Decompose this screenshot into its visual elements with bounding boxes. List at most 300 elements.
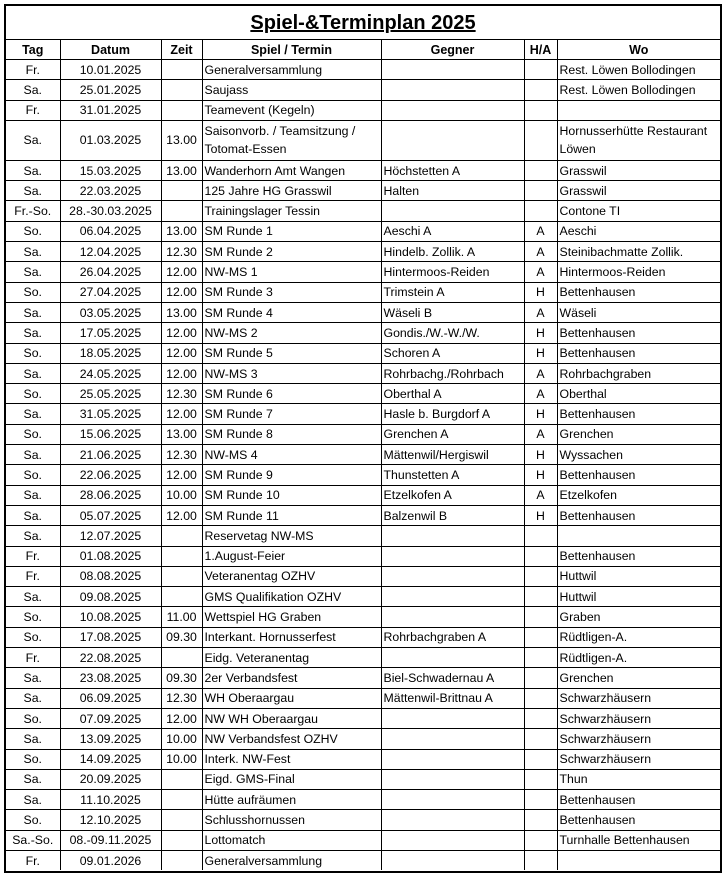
cell-wo: Oberthal — [557, 384, 720, 404]
cell-ha — [524, 648, 557, 668]
cell-gegner: Grenchen A — [381, 424, 524, 444]
cell-wo: Rüdtligen-A. — [557, 648, 720, 668]
cell-zeit: 12.30 — [161, 445, 202, 465]
column-header-ha: H/A — [524, 40, 557, 60]
cell-spiel: SM Runde 4 — [202, 302, 381, 322]
cell-datum: 24.05.2025 — [60, 363, 161, 383]
cell-datum: 28.-30.03.2025 — [60, 201, 161, 221]
cell-zeit: 13.00 — [161, 302, 202, 322]
table-row — [6, 607, 720, 627]
cell-wo: Rest. Löwen Bollodingen — [557, 60, 720, 80]
cell-ha — [524, 830, 557, 850]
cell-tag: Sa. — [6, 587, 60, 607]
cell-tag: Sa. — [6, 302, 60, 322]
cell-ha — [524, 120, 557, 160]
cell-zeit: 10.00 — [161, 749, 202, 769]
cell-ha — [524, 60, 557, 80]
cell-ha: H — [524, 404, 557, 424]
cell-gegner — [381, 60, 524, 80]
cell-gegner: Etzelkofen A — [381, 485, 524, 505]
cell-zeit — [161, 201, 202, 221]
cell-wo: Hintermoos-Reiden — [557, 262, 720, 282]
cell-ha — [524, 526, 557, 546]
cell-gegner: Rohrbachg./Rohrbach — [381, 363, 524, 383]
cell-datum: 11.10.2025 — [60, 790, 161, 810]
cell-datum: 13.09.2025 — [60, 729, 161, 749]
cell-gegner — [381, 790, 524, 810]
cell-gegner — [381, 850, 524, 870]
cell-zeit: 13.00 — [161, 120, 202, 160]
cell-zeit — [161, 181, 202, 201]
table-row — [6, 120, 720, 160]
cell-ha: A — [524, 384, 557, 404]
cell-gegner: Hintermoos-Reiden — [381, 262, 524, 282]
cell-wo: Schwarzhäusern — [557, 729, 720, 749]
table-row — [6, 587, 720, 607]
cell-zeit: 12.00 — [161, 343, 202, 363]
cell-ha — [524, 80, 557, 100]
table-row — [6, 181, 720, 201]
cell-wo — [557, 526, 720, 546]
cell-datum: 01.08.2025 — [60, 546, 161, 566]
cell-wo: Contone TI — [557, 201, 720, 221]
cell-spiel: Interkant. Hornusserfest — [202, 627, 381, 647]
cell-tag: So. — [6, 627, 60, 647]
cell-zeit — [161, 769, 202, 789]
cell-tag: So. — [6, 607, 60, 627]
cell-zeit — [161, 810, 202, 830]
cell-spiel: NW-MS 3 — [202, 363, 381, 383]
cell-tag: Fr.-So. — [6, 201, 60, 221]
cell-gegner: Aeschi A — [381, 221, 524, 241]
cell-ha: A — [524, 363, 557, 383]
cell-spiel: Reservetag NW-MS — [202, 526, 381, 546]
cell-tag: Sa. — [6, 242, 60, 262]
cell-spiel: SM Runde 11 — [202, 505, 381, 525]
cell-wo: Bettenhausen — [557, 810, 720, 830]
cell-datum: 07.09.2025 — [60, 708, 161, 728]
table-row — [6, 526, 720, 546]
cell-gegner — [381, 729, 524, 749]
schedule-sheet — [4, 4, 722, 873]
cell-datum: 05.07.2025 — [60, 505, 161, 525]
cell-wo: Etzelkofen — [557, 485, 720, 505]
cell-zeit: 10.00 — [161, 485, 202, 505]
table-row — [6, 80, 720, 100]
cell-datum: 10.01.2025 — [60, 60, 161, 80]
cell-spiel: NW-MS 2 — [202, 323, 381, 343]
table-row — [6, 60, 720, 80]
cell-datum: 21.06.2025 — [60, 445, 161, 465]
cell-wo: Bettenhausen — [557, 546, 720, 566]
cell-gegner: Mättenwil-Brittnau A — [381, 688, 524, 708]
cell-zeit: 09.30 — [161, 668, 202, 688]
cell-gegner — [381, 546, 524, 566]
cell-spiel: Generalversammlung — [202, 850, 381, 870]
cell-tag: Sa. — [6, 505, 60, 525]
cell-wo: Bettenhausen — [557, 282, 720, 302]
cell-gegner — [381, 526, 524, 546]
cell-zeit — [161, 566, 202, 586]
cell-datum: 31.01.2025 — [60, 100, 161, 120]
cell-datum: 28.06.2025 — [60, 485, 161, 505]
cell-tag: So. — [6, 708, 60, 728]
cell-tag: Fr. — [6, 100, 60, 120]
cell-gegner — [381, 201, 524, 221]
cell-wo: Grasswil — [557, 160, 720, 180]
table-row — [6, 221, 720, 241]
cell-ha: A — [524, 242, 557, 262]
table-row — [6, 323, 720, 343]
cell-wo — [557, 100, 720, 120]
table-row — [6, 445, 720, 465]
cell-tag: Sa. — [6, 790, 60, 810]
column-header-gegner: Gegner — [381, 40, 524, 60]
cell-ha — [524, 627, 557, 647]
cell-gegner: Halten — [381, 181, 524, 201]
cell-tag: Sa.-So. — [6, 830, 60, 850]
cell-tag: Sa. — [6, 526, 60, 546]
cell-zeit: 12.00 — [161, 282, 202, 302]
cell-gegner: Höchstetten A — [381, 160, 524, 180]
cell-ha: H — [524, 343, 557, 363]
cell-ha — [524, 790, 557, 810]
cell-spiel: SM Runde 9 — [202, 465, 381, 485]
cell-ha: H — [524, 282, 557, 302]
cell-datum: 25.05.2025 — [60, 384, 161, 404]
column-header-wo: Wo — [557, 40, 720, 60]
cell-wo: Wyssachen — [557, 445, 720, 465]
table-row — [6, 384, 720, 404]
cell-datum: 08.-09.11.2025 — [60, 830, 161, 850]
schedule-table — [6, 40, 720, 870]
table-row — [6, 729, 720, 749]
cell-wo: Grenchen — [557, 424, 720, 444]
cell-ha — [524, 688, 557, 708]
cell-spiel: NW Verbandsfest OZHV — [202, 729, 381, 749]
table-row — [6, 830, 720, 850]
cell-datum: 01.03.2025 — [60, 120, 161, 160]
table-row — [6, 769, 720, 789]
cell-zeit: 13.00 — [161, 221, 202, 241]
cell-spiel: Hütte aufräumen — [202, 790, 381, 810]
cell-datum: 06.09.2025 — [60, 688, 161, 708]
cell-spiel: Schlusshornussen — [202, 810, 381, 830]
cell-ha — [524, 749, 557, 769]
cell-zeit: 10.00 — [161, 729, 202, 749]
cell-tag: Fr. — [6, 850, 60, 870]
cell-tag: So. — [6, 282, 60, 302]
cell-wo: Huttwil — [557, 587, 720, 607]
cell-datum: 09.08.2025 — [60, 587, 161, 607]
cell-tag: Fr. — [6, 566, 60, 586]
cell-gegner: Gondis./W.-W./W. — [381, 323, 524, 343]
cell-gegner — [381, 810, 524, 830]
cell-zeit: 13.00 — [161, 160, 202, 180]
cell-gegner — [381, 120, 524, 160]
cell-datum: 22.06.2025 — [60, 465, 161, 485]
cell-wo: Rüdtligen-A. — [557, 627, 720, 647]
cell-zeit — [161, 80, 202, 100]
cell-gegner: Rohrbachgraben A — [381, 627, 524, 647]
cell-datum: 25.01.2025 — [60, 80, 161, 100]
column-header-spiel: Spiel / Termin — [202, 40, 381, 60]
cell-datum: 10.08.2025 — [60, 607, 161, 627]
cell-spiel: SM Runde 3 — [202, 282, 381, 302]
cell-wo: Bettenhausen — [557, 790, 720, 810]
cell-zeit: 12.00 — [161, 323, 202, 343]
page-title: Spiel-&Terminplan 2025 — [6, 6, 720, 40]
cell-datum: 12.04.2025 — [60, 242, 161, 262]
cell-datum: 08.08.2025 — [60, 566, 161, 586]
table-row — [6, 302, 720, 322]
cell-spiel: SM Runde 10 — [202, 485, 381, 505]
cell-datum: 09.01.2026 — [60, 850, 161, 870]
cell-gegner: Hindelb. Zollik. A — [381, 242, 524, 262]
cell-datum: 22.08.2025 — [60, 648, 161, 668]
cell-gegner — [381, 607, 524, 627]
table-row — [6, 343, 720, 363]
cell-ha: A — [524, 485, 557, 505]
table-row — [6, 485, 720, 505]
table-row — [6, 708, 720, 728]
cell-spiel: WH Oberaargau — [202, 688, 381, 708]
cell-datum: 31.05.2025 — [60, 404, 161, 424]
cell-zeit — [161, 648, 202, 668]
cell-ha — [524, 769, 557, 789]
cell-zeit: 12.00 — [161, 708, 202, 728]
cell-zeit: 11.00 — [161, 607, 202, 627]
cell-datum: 23.08.2025 — [60, 668, 161, 688]
cell-wo: Schwarzhäusern — [557, 708, 720, 728]
cell-zeit: 12.30 — [161, 242, 202, 262]
table-row — [6, 648, 720, 668]
table-row — [6, 749, 720, 769]
cell-zeit: 12.30 — [161, 688, 202, 708]
cell-ha: H — [524, 323, 557, 343]
cell-tag: Sa. — [6, 445, 60, 465]
cell-datum: 18.05.2025 — [60, 343, 161, 363]
cell-tag: Sa. — [6, 668, 60, 688]
cell-tag: Sa. — [6, 80, 60, 100]
cell-tag: Sa. — [6, 160, 60, 180]
cell-spiel: SM Runde 7 — [202, 404, 381, 424]
cell-wo: Aeschi — [557, 221, 720, 241]
cell-gegner — [381, 566, 524, 586]
cell-ha — [524, 850, 557, 870]
cell-spiel: Saujass — [202, 80, 381, 100]
cell-gegner: Schoren A — [381, 343, 524, 363]
cell-spiel: SM Runde 2 — [202, 242, 381, 262]
cell-zeit: 12.00 — [161, 262, 202, 282]
cell-zeit — [161, 60, 202, 80]
cell-tag: Sa. — [6, 363, 60, 383]
cell-tag: So. — [6, 424, 60, 444]
cell-tag: Sa. — [6, 181, 60, 201]
cell-spiel: Eigd. GMS-Final — [202, 769, 381, 789]
cell-ha — [524, 708, 557, 728]
cell-wo: Schwarzhäusern — [557, 749, 720, 769]
table-row — [6, 810, 720, 830]
cell-ha — [524, 810, 557, 830]
table-row — [6, 465, 720, 485]
cell-wo: Bettenhausen — [557, 323, 720, 343]
cell-gegner: Trimstein A — [381, 282, 524, 302]
cell-spiel: 2er Verbandsfest — [202, 668, 381, 688]
table-row — [6, 546, 720, 566]
cell-gegner — [381, 80, 524, 100]
cell-spiel: GMS Qualifikation OZHV — [202, 587, 381, 607]
cell-wo: Bettenhausen — [557, 465, 720, 485]
cell-spiel: Eidg. Veteranentag — [202, 648, 381, 668]
cell-zeit: 12.30 — [161, 384, 202, 404]
cell-gegner: Biel-Schwadernau A — [381, 668, 524, 688]
cell-wo: Thun — [557, 769, 720, 789]
cell-ha: A — [524, 221, 557, 241]
cell-gegner — [381, 648, 524, 668]
cell-gegner: Mättenwil/Hergiswil — [381, 445, 524, 465]
cell-tag: Sa. — [6, 485, 60, 505]
cell-wo — [557, 850, 720, 870]
cell-gegner — [381, 100, 524, 120]
cell-tag: So. — [6, 343, 60, 363]
cell-wo: Grenchen — [557, 668, 720, 688]
cell-tag: Sa. — [6, 323, 60, 343]
table-row — [6, 363, 720, 383]
cell-wo: Huttwil — [557, 566, 720, 586]
cell-datum: 17.05.2025 — [60, 323, 161, 343]
cell-zeit — [161, 850, 202, 870]
cell-spiel: Teamevent (Kegeln) — [202, 100, 381, 120]
cell-spiel: 1.August-Feier — [202, 546, 381, 566]
cell-tag: Sa. — [6, 262, 60, 282]
cell-zeit — [161, 790, 202, 810]
cell-zeit — [161, 546, 202, 566]
table-row — [6, 790, 720, 810]
cell-datum: 12.10.2025 — [60, 810, 161, 830]
cell-zeit: 09.30 — [161, 627, 202, 647]
cell-zeit — [161, 830, 202, 850]
cell-spiel: Wettspiel HG Graben — [202, 607, 381, 627]
cell-zeit: 12.00 — [161, 505, 202, 525]
table-row — [6, 100, 720, 120]
table-row — [6, 850, 720, 870]
cell-datum: 12.07.2025 — [60, 526, 161, 546]
cell-ha — [524, 668, 557, 688]
column-header-datum: Datum — [60, 40, 161, 60]
cell-tag: Sa. — [6, 120, 60, 160]
cell-wo: Graben — [557, 607, 720, 627]
cell-ha — [524, 100, 557, 120]
cell-ha — [524, 587, 557, 607]
cell-gegner: Balzenwil B — [381, 505, 524, 525]
cell-wo: Steinibachmatte Zollik. — [557, 242, 720, 262]
cell-tag: Sa. — [6, 688, 60, 708]
cell-ha — [524, 160, 557, 180]
cell-tag: So. — [6, 221, 60, 241]
cell-gegner: Oberthal A — [381, 384, 524, 404]
cell-gegner: Hasle b. Burgdorf A — [381, 404, 524, 424]
cell-gegner — [381, 769, 524, 789]
cell-gegner: Wäseli B — [381, 302, 524, 322]
cell-spiel: Interk. NW-Fest — [202, 749, 381, 769]
cell-datum: 26.04.2025 — [60, 262, 161, 282]
cell-spiel: Wanderhorn Amt Wangen — [202, 160, 381, 180]
cell-wo: Wäseli — [557, 302, 720, 322]
cell-wo: Rohrbachgraben — [557, 363, 720, 383]
cell-zeit — [161, 526, 202, 546]
cell-wo: Hornusserhütte Restaurant Löwen — [557, 120, 720, 160]
cell-spiel: SM Runde 8 — [202, 424, 381, 444]
cell-tag: Fr. — [6, 60, 60, 80]
cell-ha — [524, 729, 557, 749]
cell-tag: So. — [6, 465, 60, 485]
cell-ha: A — [524, 424, 557, 444]
table-row — [6, 505, 720, 525]
cell-datum: 20.09.2025 — [60, 769, 161, 789]
cell-tag: So. — [6, 384, 60, 404]
table-row — [6, 282, 720, 302]
cell-wo: Grasswil — [557, 181, 720, 201]
cell-tag: Fr. — [6, 546, 60, 566]
cell-ha — [524, 201, 557, 221]
cell-datum: 17.08.2025 — [60, 627, 161, 647]
cell-datum: 15.03.2025 — [60, 160, 161, 180]
cell-tag: Sa. — [6, 729, 60, 749]
cell-spiel: NW WH Oberaargau — [202, 708, 381, 728]
cell-ha: A — [524, 262, 557, 282]
cell-wo: Schwarzhäusern — [557, 688, 720, 708]
cell-ha: A — [524, 302, 557, 322]
cell-spiel: Saisonvorb. / Teamsitzung / Totomat-Essen — [202, 120, 381, 160]
cell-wo: Bettenhausen — [557, 505, 720, 525]
cell-tag: Sa. — [6, 769, 60, 789]
cell-spiel: Lottomatch — [202, 830, 381, 850]
cell-gegner — [381, 587, 524, 607]
cell-spiel: Veteranentag OZHV — [202, 566, 381, 586]
table-row — [6, 627, 720, 647]
cell-wo: Rest. Löwen Bollodingen — [557, 80, 720, 100]
cell-spiel: SM Runde 6 — [202, 384, 381, 404]
cell-datum: 22.03.2025 — [60, 181, 161, 201]
cell-zeit — [161, 587, 202, 607]
table-row — [6, 242, 720, 262]
cell-datum: 15.06.2025 — [60, 424, 161, 444]
cell-ha: H — [524, 445, 557, 465]
cell-datum: 03.05.2025 — [60, 302, 161, 322]
table-row — [6, 424, 720, 444]
header-row — [6, 40, 720, 60]
cell-spiel: SM Runde 1 — [202, 221, 381, 241]
cell-zeit — [161, 100, 202, 120]
table-row — [6, 668, 720, 688]
cell-spiel: NW-MS 4 — [202, 445, 381, 465]
column-header-tag: Tag — [6, 40, 60, 60]
cell-wo: Bettenhausen — [557, 343, 720, 363]
cell-gegner — [381, 708, 524, 728]
cell-tag: So. — [6, 749, 60, 769]
table-row — [6, 160, 720, 180]
cell-gegner — [381, 749, 524, 769]
cell-tag: So. — [6, 810, 60, 830]
cell-spiel: 125 Jahre HG Grasswil — [202, 181, 381, 201]
cell-ha: H — [524, 505, 557, 525]
table-row — [6, 404, 720, 424]
cell-ha: H — [524, 465, 557, 485]
cell-gegner — [381, 830, 524, 850]
table-row — [6, 201, 720, 221]
cell-zeit: 12.00 — [161, 363, 202, 383]
